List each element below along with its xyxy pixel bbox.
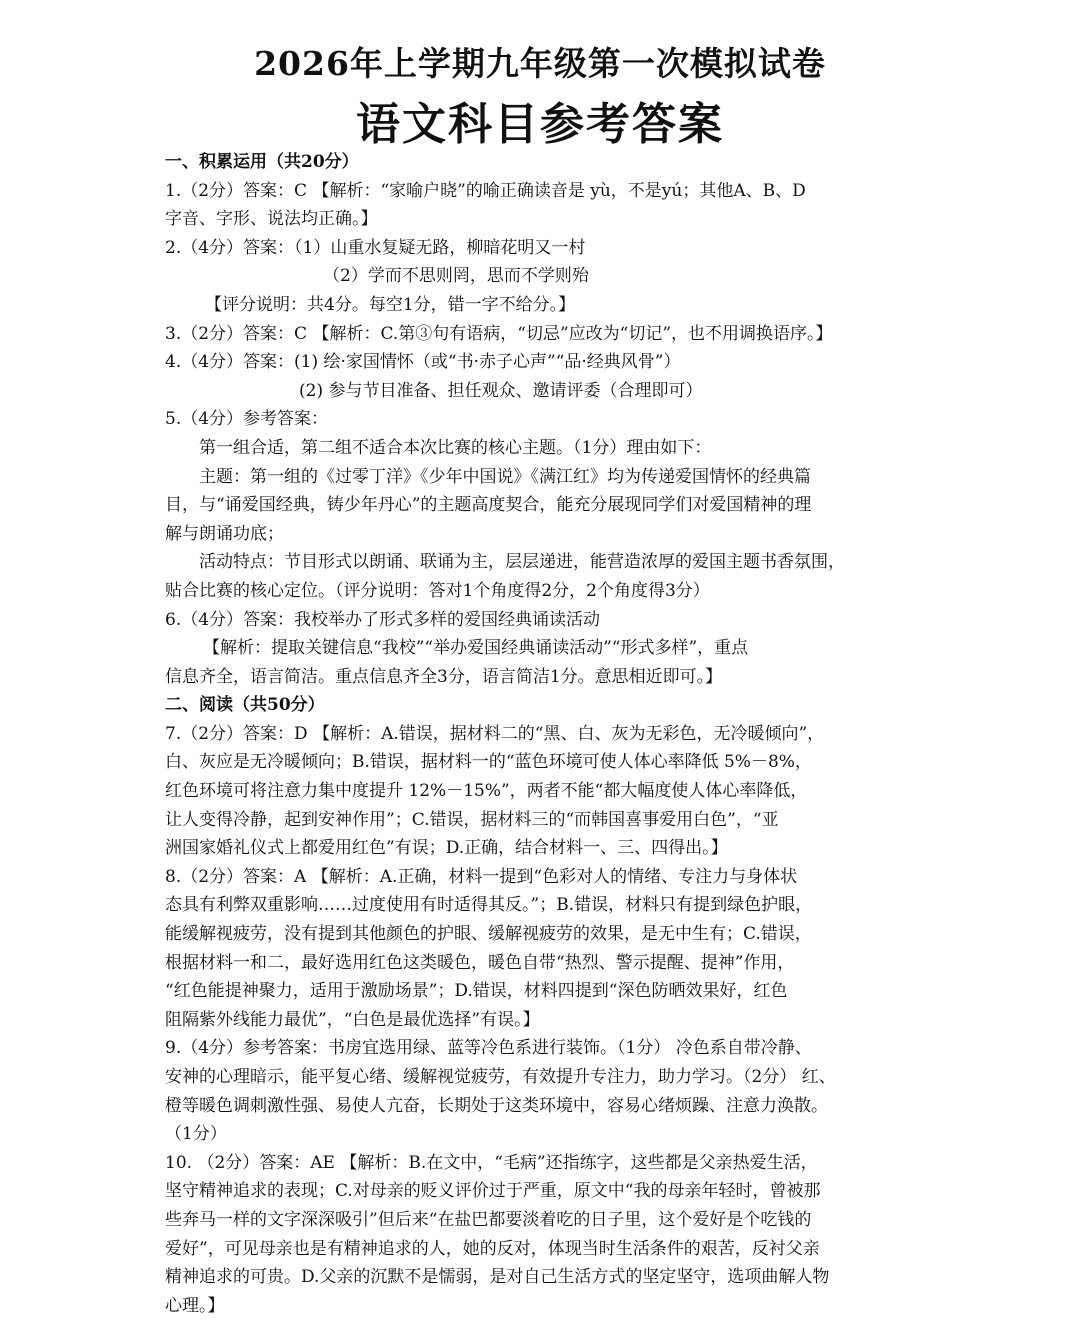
answer-line: “红色能提神聚力，适用于激励场景”；D.错误，材料四提到“深色防晒效果好，红色	[165, 981, 788, 1002]
answer-line: 坚守精神追求的表现；C.对母亲的贬义评价过于严重，原文中“我的母亲年轻时，曾被那	[165, 1181, 821, 1202]
answer-body	[165, 148, 920, 1320]
exam-title: 2026年上学期九年级第一次模拟试卷	[254, 44, 826, 83]
answer-line: 精神追求的可贵。D.父亲的沉默不是懦弱，是对自己生活方式的坚定坚守，选项曲解人物	[165, 1267, 830, 1288]
answer-line: 爱好”，可见母亲也是有精神追求的人，她的反对，体现当时生活条件的艰苦，反衬父亲	[165, 1238, 820, 1259]
answer-line: 7.（2分）答案：D 【解析：A.错误，据材料二的“黑、白、灰为无彩色，无冷暖倾向”，	[165, 723, 825, 744]
answer-line: 贴合比赛的核心定位。（评分说明：答对1个角度得2分，2个角度得3分）	[165, 580, 710, 601]
answer-line: 【解析：提取关键信息“我校”“举办爱国经典诵读活动”“形式多样”，重点	[203, 638, 749, 659]
answer-line: 心理。】	[165, 1295, 225, 1316]
section-heading: 一、积累运用（共20分）	[165, 152, 359, 172]
answer-line: 让人变得冷静，起到安神作用”；C.错误，据材料三的“而韩国喜事爱用白色”，“亚	[165, 809, 779, 830]
answer-line: 白、灰应是无冷暖倾向；B.错误，据材料一的“蓝色环境可使人体心率降低 5%－8%，	[165, 752, 812, 773]
answer-line: 主题：第一组的《过零丁洋》《少年中国说》《满江红》均为传递爱国情怀的经典篇	[199, 466, 811, 487]
section-heading: 二、阅读（共50分）	[165, 695, 325, 716]
answer-line: 阻隔紫外线能力最优”，“白色是最优选择”有误。】	[165, 1009, 540, 1030]
answer-line: 橙等暖色调刺激性强、易使人亢奋，长期处于这类环境中，容易心绪烦躁、注意力涣散。	[165, 1095, 828, 1116]
answer-line: 2.（4分）答案：（1）山重水复疑无路，柳暗花明又一村	[165, 237, 586, 258]
answer-line: 态具有利弊双重影响……过度使用有时适得其反。”；B.错误，材料只有提到绿色护眼，	[165, 895, 813, 916]
answer-line: (2) 参与节目准备、担任观众、邀请评委（合理即可）	[299, 380, 703, 401]
answer-line: 10. （2分）答案：AE 【解析：B.在文中，“毛病”还指练字，这些都是父亲热爱生活，	[165, 1152, 818, 1173]
answer-line: 解与朗诵功底；	[165, 523, 284, 544]
answer-line: 9.（4分）参考答案：书房宜选用绿、蓝等冷色系进行装饰。（1分） 冷色系自带冷静、	[165, 1038, 812, 1059]
answer-line: 第一组合适，第二组不适合本次比赛的核心主题。（1分）理由如下：	[199, 437, 712, 458]
answer-line: 红色环境可将注意力集中度提升 12%－15%”，两者不能“都大幅度使人体心率降低，	[165, 781, 808, 802]
answer-line: 洲国家婚礼仪式上都爱用红色”有误；D.正确，结合材料一、三、四得出。】	[165, 838, 728, 859]
answer-line: 安神的心理暗示，能平复心绪、缓解视觉疲劳，有效提升专注力，助力学习。（2分） 红、	[165, 1067, 836, 1087]
answer-line: 3.（2分）答案：C 【解析：C.第③句有语病，“切忌”应改为“切记”，也不用调换语序。】	[165, 323, 833, 344]
answer-line: 些奔马一样的文字深深吸引”但后来“在盐巴都要淡着吃的日子里，这个爱好是个吃钱的	[165, 1209, 812, 1230]
answer-line: 根据材料一和二，最好选用红色这类暖色，暖色自带“热烈、警示提醒、提神”作用，	[165, 952, 795, 973]
answer-line: （1分）	[165, 1124, 227, 1145]
answer-line: （2）学而不思则罔，思而不学则殆	[323, 266, 589, 287]
answer-line: 目，与“诵爱国经典，铸少年丹心”的主题高度契合，能充分展现同学们对爱国精神的理	[165, 495, 812, 516]
answer-line: 1.（2分）答案：C 【解析：“家喻户晓”的喻正确读音是 yù，不是yú；其他A、B、D	[165, 180, 806, 201]
answer-line: 活动特点：节目形式以朗诵、联诵为主，层层递进，能营造浓厚的爱国主题书香氛围，	[199, 552, 845, 573]
answer-line: 4.（4分）答案：(1) 绘·家国情怀（或“书·赤子心声”“品·经典风骨”）	[165, 352, 681, 373]
answer-line: 字音、字形、说法均正确。】	[165, 209, 378, 230]
answer-line: 【评分说明：共4分。每空1分，错一字不给分。】	[205, 294, 576, 315]
answer-line: 信息齐全，语言简洁。重点信息齐全3分，语言简洁1分。意思相近即可。】	[165, 666, 723, 687]
answer-line: 5.（4分）参考答案：	[165, 409, 329, 430]
answer-key-title: 语文科目参考答案	[356, 99, 724, 150]
answer-line: 能缓解视疲劳，没有提到其他颜色的护眼、缓解视疲劳的效果，是无中生有；C.错误，	[165, 924, 812, 945]
answer-line: 6.（4分）答案：我校举办了形式多样的爱国经典诵读活动	[165, 609, 601, 630]
answer-line: 8.（2分）答案：A 【解析：A.正确，材料一提到“色彩对人的情绪、专注力与身体状	[165, 866, 798, 887]
